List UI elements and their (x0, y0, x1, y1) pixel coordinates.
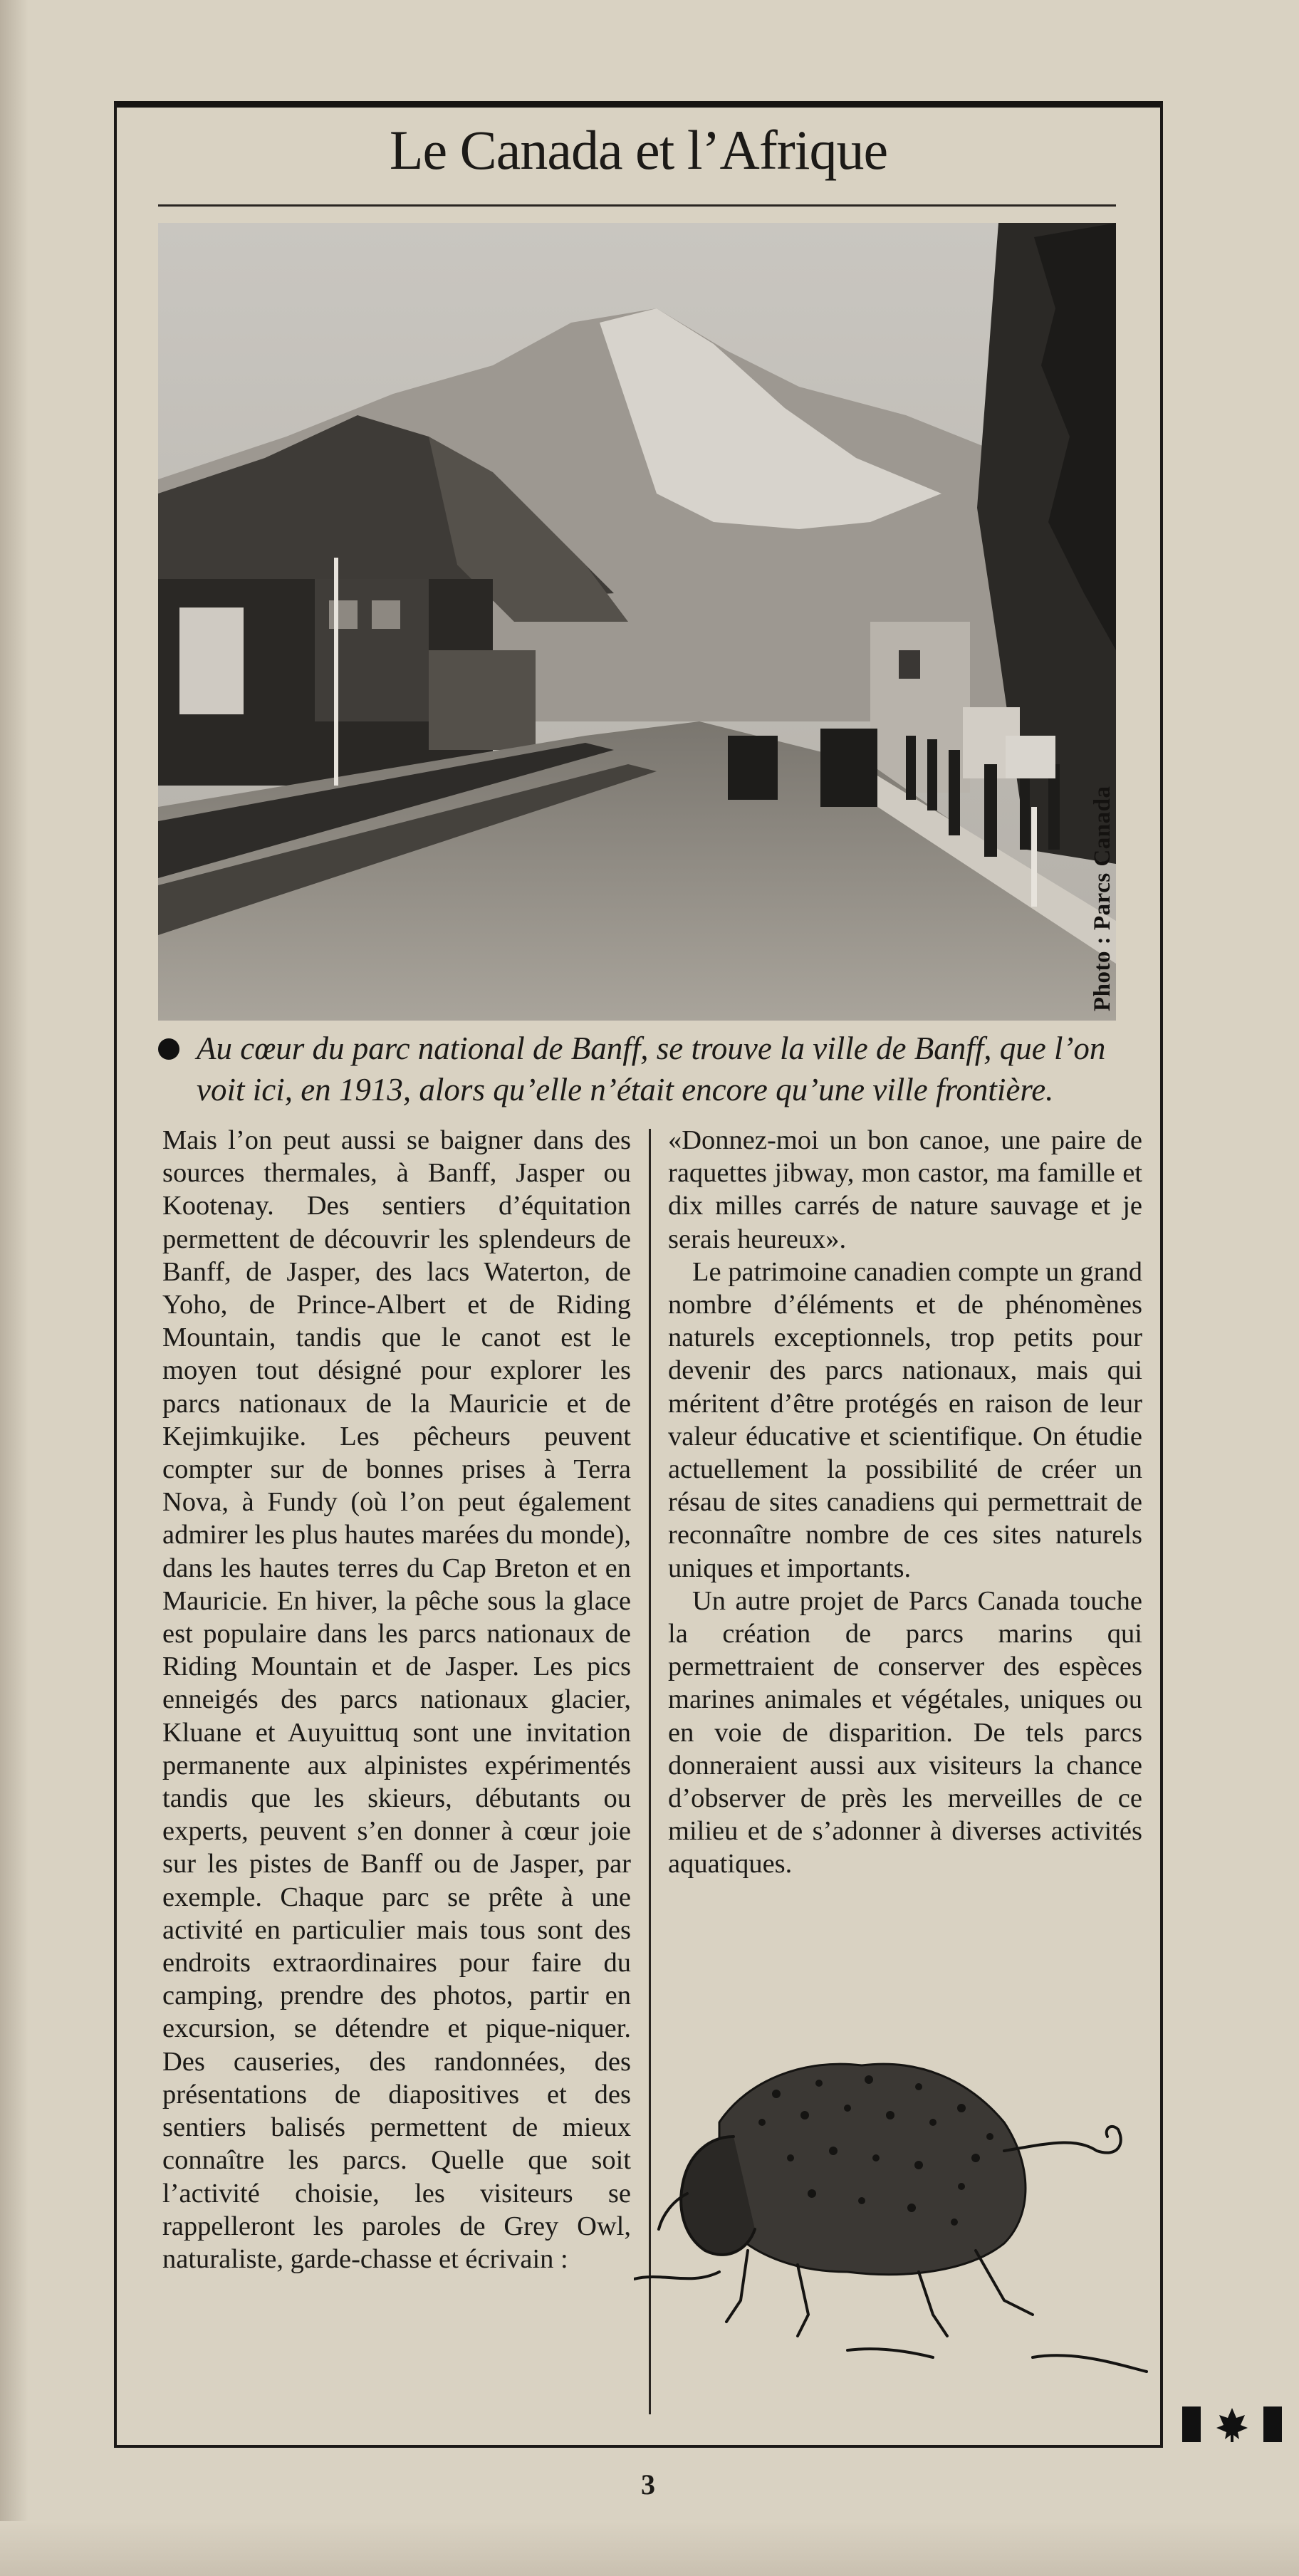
grey-owl-quote: «Donnez-moi un bon canoe, une paire de raquettes jibway, mon castor, ma famille et dix milles carrés de nature sauvage et je serais heureux». (668, 1125, 1142, 1254)
left-text-column (162, 1124, 631, 2275)
banff-historic-photo (158, 223, 1116, 1021)
photo-illustration (158, 223, 1116, 1021)
title-divider (158, 204, 1116, 207)
left-column-paragraph: Mais l’on peut aussi se baigner dans des sources thermales, à Banff, Jasper ou Kootenay. Des sentiers d’équitation permettent de découvrir les splendeurs de Banff, de Jasper, des lacs Waterton, de Yoho, de Prince-Albert et de Riding Mountain, tandis que le canot est le moyen tout désigné pour explorer les parcs nationaux de la Mauricie et de Kejimkujike. Les pêcheurs peuvent compter sur de bonnes prises à Terra Nova, à Fundy (où l’on peut également admirer les plus hautes marées du monde), dans les hautes terres du Cap Breton et en Mauricie. En hiver, la pêche sous la glace est populaire dans les parcs nationaux de Riding Mountain et de Jasper. Les pics enneigés des parcs nationaux glacier, Kluane et Auyuittuq sont une invitation permanente aux alpinistes expérimentés tandis que les skieurs, débutants ou experts, peuvent s’en donner à cœur joie sur les pistes de Banff ou de Jasper, par exemple. Chaque parc se prête à une activité en particulier mais tous sont des endroits extraordinaires pour faire du camping, prendre des photos, partir en excursion, se détendre et pique-niquer. Des causeries, des randonnées, des présentations de diapositives et des sentiers balisés permettent de mieux connaître les parcs. Quelle que soit l’activité choisie, les visiteurs se rappelleront les paroles de Grey Owl, naturaliste, garde-chasse et écrivain : (162, 1125, 631, 2274)
page-edge-shadow (0, 0, 28, 2576)
caption-line-1: Au cœur du parc national de Banff, se trouve la ville de Banff, que l’on (197, 1031, 1106, 1066)
heritage-paragraph: Le patrimoine canadien compte un grand nombre d’éléments et de phénomènes naturels exceptionnels, trop petits pour devenir des parcs nationaux, mais qui méritent d’être protégés en raison de leur valeur éducative et scientifique. On étudie actuellement la possibilité de créer un résau de sites canadiens qui permettrait de reconnaître nombre de ces sites naturels uniques et importants. (668, 1256, 1142, 1583)
page-number: 3 (641, 2468, 655, 2501)
bison-drawing-icon (634, 2016, 1175, 2414)
article-title: Le Canada et l’Afrique (389, 119, 888, 181)
photo-credit: Photo : Parcs Canada (1090, 786, 1115, 1011)
right-text-column (668, 1124, 1142, 1881)
marine-parks-paragraph: Un autre projet de Parcs Canada touche la création de parcs marins qui permettraient de conserver des espèces marines animales et végétales, uniques ou en voie de disparition. De tels parcs donneraient aussi aux visiteurs la chance d’observer de près les merveilles de ce milieu et de s’adonner à diverses activités aquatiques. (668, 1585, 1142, 1879)
page-bottom-shadow (0, 2521, 1299, 2576)
photo-caption (158, 1028, 1155, 1110)
caption-line-2: voit ici, en 1913, alors qu’elle n’était encore qu’une ville frontière. (197, 1072, 1054, 1107)
canada-flag-icon (1182, 2404, 1282, 2445)
